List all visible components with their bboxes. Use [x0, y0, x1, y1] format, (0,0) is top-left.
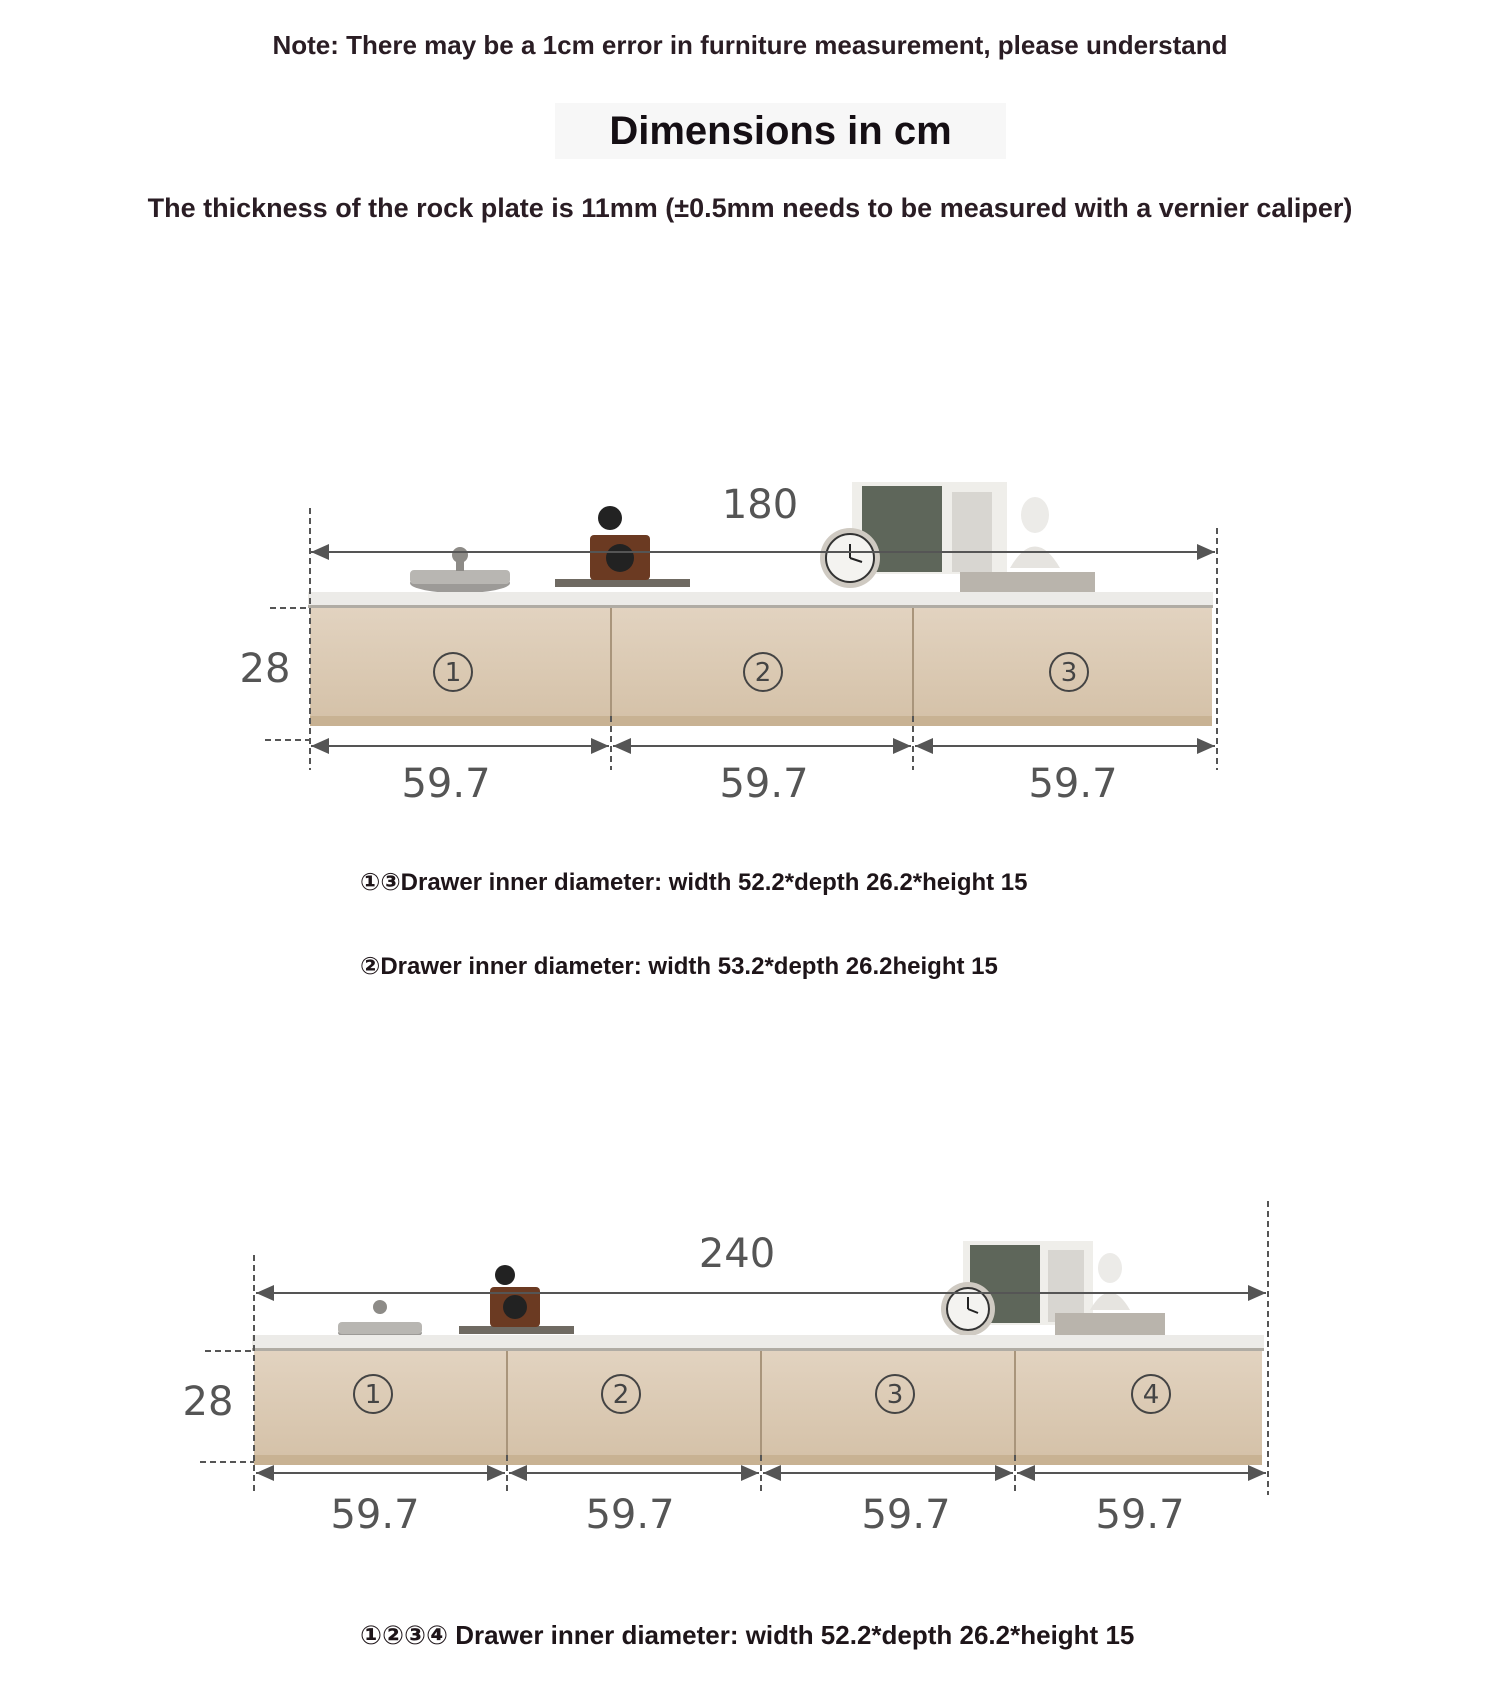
svg-text:1: 1 [444, 658, 462, 688]
drawer-width-label-2: 59.7 [585, 1492, 675, 1538]
svg-text:2: 2 [754, 658, 772, 688]
cabinet-240-diagram [0, 1195, 1500, 1545]
rock-plate-thickness-note: The thickness of the rock plate is 11mm (±0.5mm needs to be measured with a vernier caliper) [147, 193, 1353, 223]
svg-text:1: 1 [364, 1380, 382, 1410]
measurement-error-note: Note: There may be a 1cm error in furniture measurement, please understand [272, 30, 1228, 60]
svg-text:3: 3 [886, 1380, 904, 1410]
svg-text:3: 3 [1060, 658, 1078, 688]
stone-top [252, 1335, 1264, 1349]
drawer-width-label-3: 59.7 [1028, 761, 1118, 807]
total-width-label: 180 [721, 482, 799, 528]
drawer-width-label-4: 59.7 [1095, 1492, 1185, 1538]
cabinet-body [254, 1351, 1262, 1455]
svg-text:4: 4 [1142, 1380, 1160, 1410]
drawer-width-label-3: 59.7 [861, 1492, 951, 1538]
total-width-label: 240 [698, 1231, 776, 1277]
cabinet-240-drawing [0, 1195, 1500, 1545]
drawer-spec-all: ①②③④ Drawer inner diameter: width 52.2*depth 26.2*height 15 [360, 1620, 1135, 1650]
cabinet-180-drawing [0, 470, 1500, 810]
dimensions-title: Dimensions in cm [555, 103, 1006, 159]
drawer-width-label-1: 59.7 [330, 1492, 420, 1538]
drawer-width-label-1: 59.7 [401, 761, 491, 807]
drawer-spec-1-3: ①③Drawer inner diameter: width 52.2*depth 26.2*height 15 [360, 869, 1028, 896]
stone-top [308, 592, 1213, 606]
drawer-width-label-2: 59.7 [719, 761, 809, 807]
drawer-spec-2: ②Drawer inner diameter: width 53.2*depth 26.2height 15 [360, 953, 998, 980]
cabinet-180-diagram [0, 470, 1500, 810]
svg-text:2: 2 [612, 1380, 630, 1410]
height-label: 28 [182, 1379, 234, 1425]
height-label: 28 [239, 646, 291, 692]
